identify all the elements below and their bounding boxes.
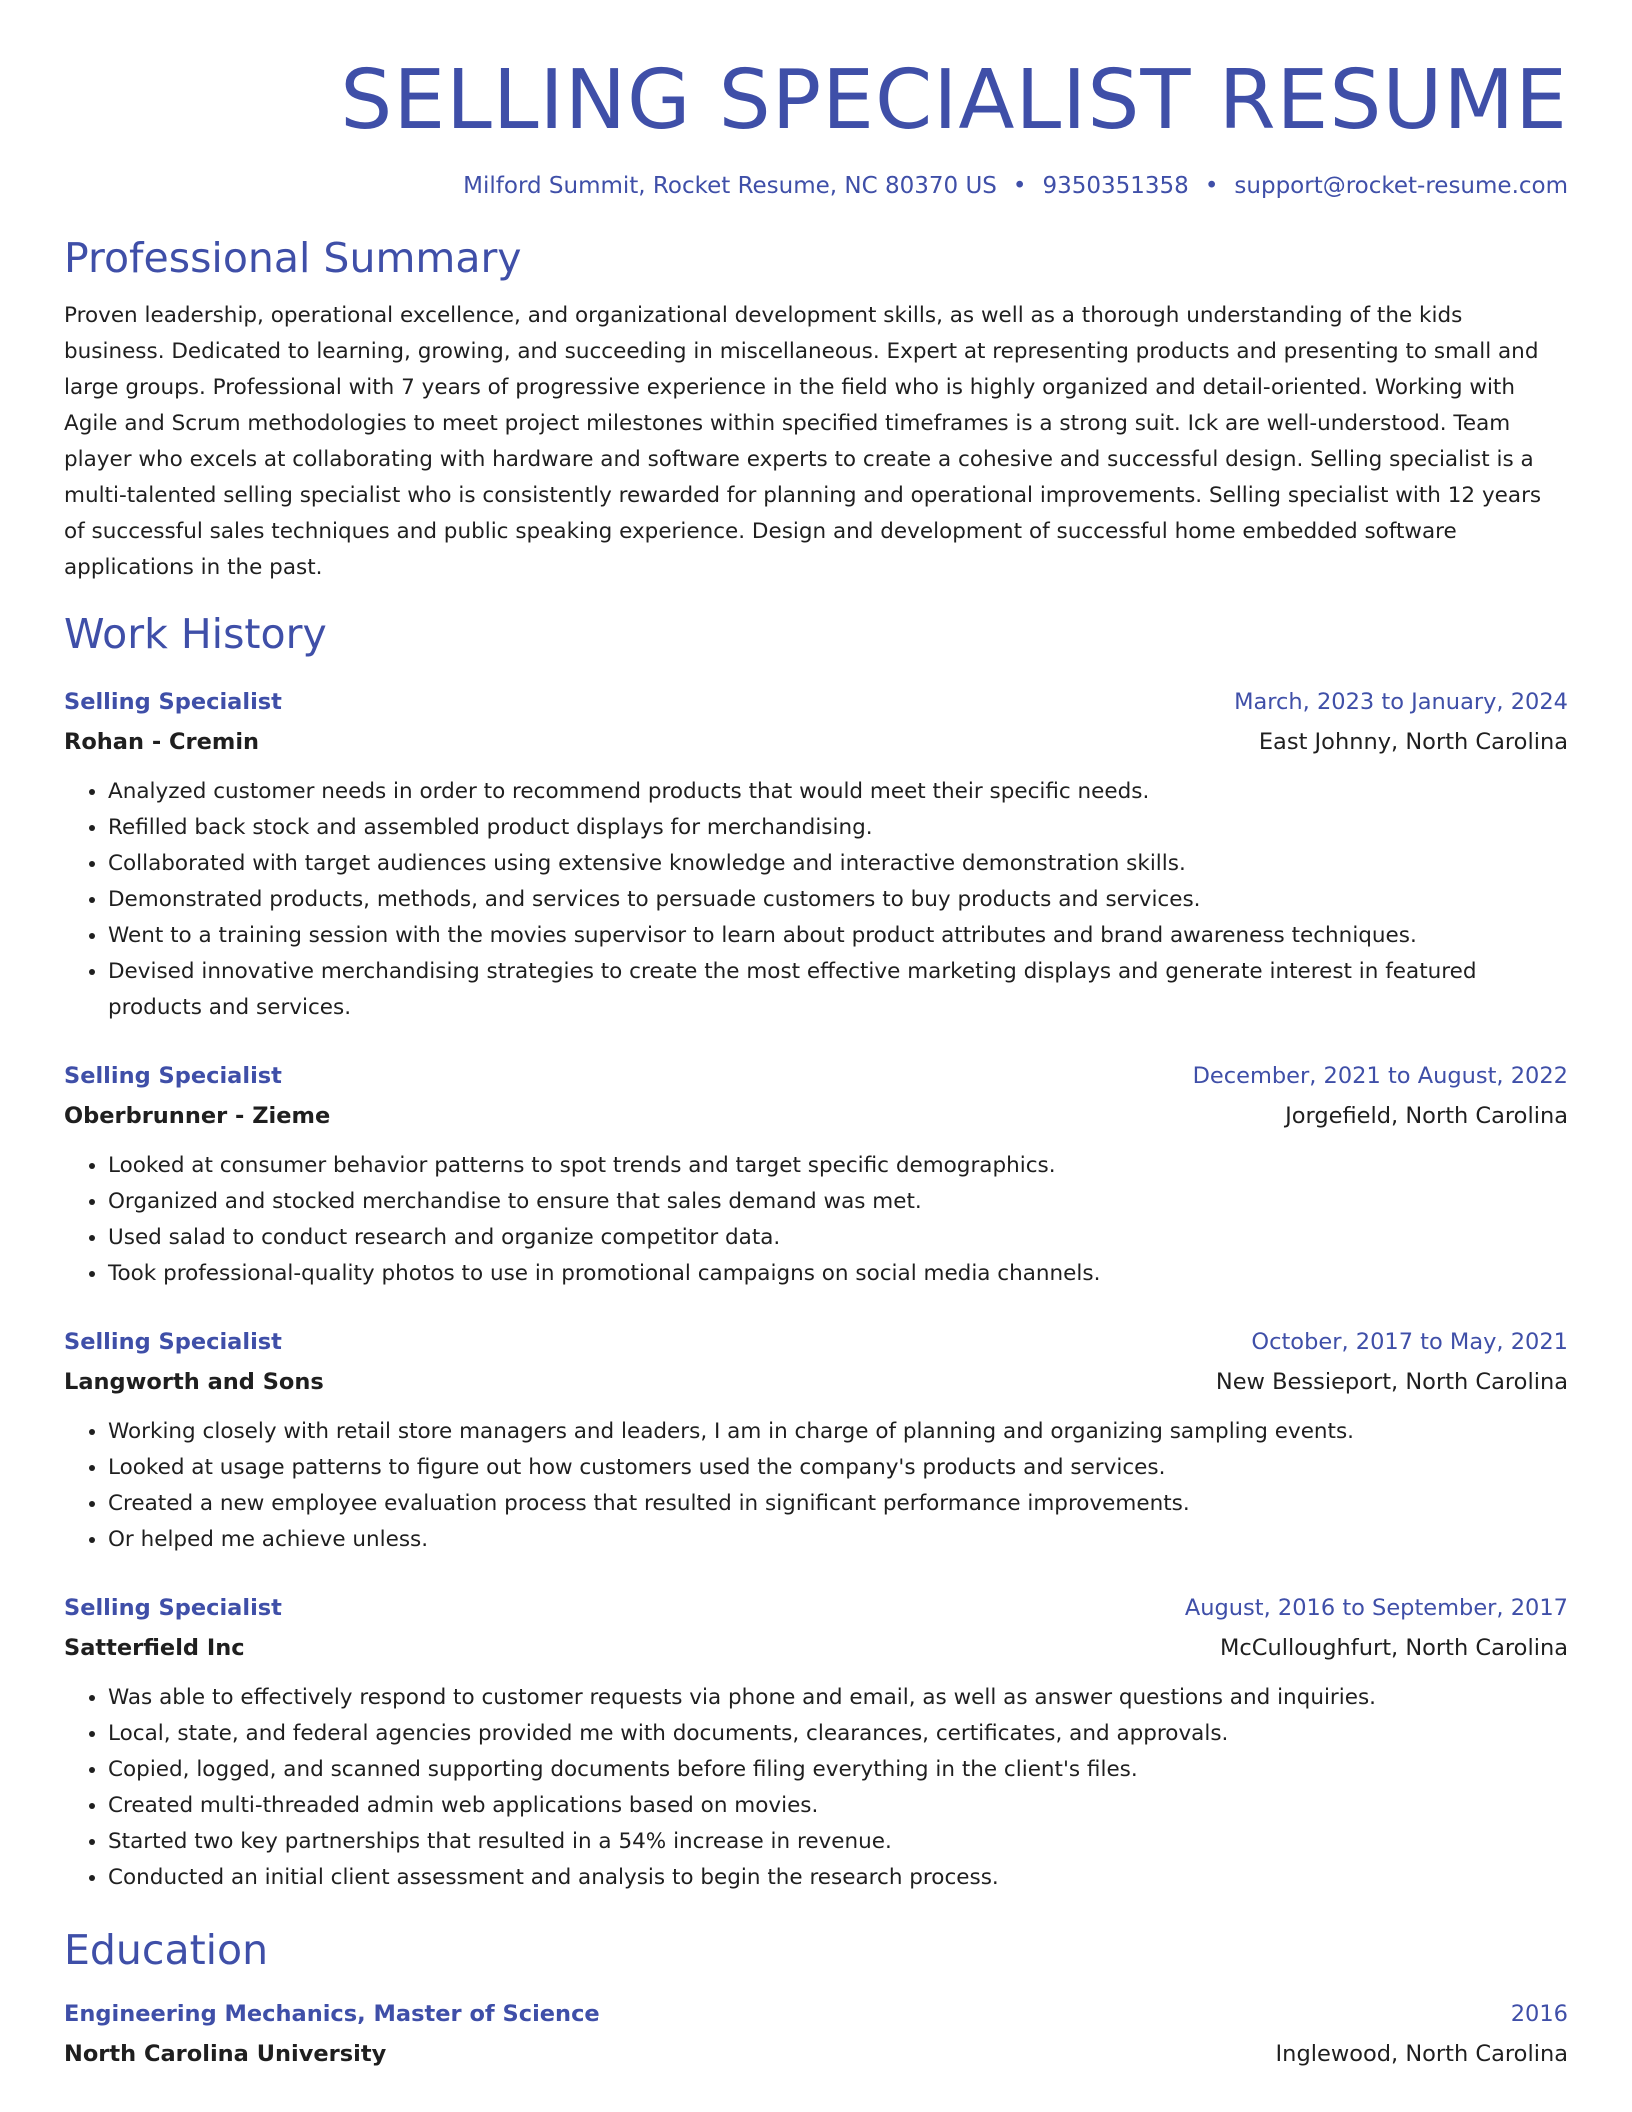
job-bullet: • Created a new employee evaluation process that resulted in significant performance improvements. [108, 1486, 1568, 1522]
job-bullet: • Demonstrated products, methods, and services to persuade customers to buy products and services. [108, 882, 1568, 918]
job-company: Langworth and Sons [64, 1369, 324, 1395]
job-company: Satterfield Inc [64, 1635, 245, 1661]
job-dates: March, 2023 to January, 2024 [1234, 689, 1568, 715]
job-bullet: • Collaborated with target audiences using extensive knowledge and interactive demonstration skills. [108, 846, 1568, 882]
job-bullets [64, 1680, 1568, 1896]
job-company: Rohan - Cremin [64, 729, 260, 755]
job-title: Selling Specialist [64, 1595, 282, 1621]
summary-section [64, 232, 1568, 586]
education-header-row [64, 1994, 1568, 2034]
resume-header [64, 0, 1568, 202]
job-company: Oberbrunner - Zieme [64, 1103, 331, 1129]
job-bullet: • Created multi-threaded admin web applications based on movies. [108, 1788, 1568, 1824]
job-entry [64, 682, 1568, 1026]
job-bullet: • Conducted an initial client assessment and analysis to begin the research process. [108, 1860, 1568, 1896]
job-title: Selling Specialist [64, 1329, 282, 1355]
resume-title: SELLING SPECIALIST RESUME [340, 53, 1568, 148]
contact-email: support@rocket-resume.com [1234, 173, 1568, 199]
job-bullet: • Looked at usage patterns to figure out how customers used the company's products and services. [108, 1450, 1568, 1486]
job-dates: October, 2017 to May, 2021 [1251, 1329, 1568, 1355]
job-bullets [64, 1148, 1568, 1292]
job-location: East Johnny, North Carolina [1258, 729, 1568, 755]
job-title: Selling Specialist [64, 689, 282, 715]
education-school-row [64, 2034, 1568, 2074]
summary-heading: Professional Summary [64, 234, 522, 282]
job-bullet: • Took professional-quality photos to use in promotional campaigns on social media channels. [108, 1256, 1568, 1292]
job-dates: August, 2016 to September, 2017 [1184, 1595, 1568, 1621]
work-history-heading: Work History [64, 610, 327, 658]
job-bullet: • Was able to effectively respond to customer requests via phone and email, as well as answer questions and inquiries. [108, 1680, 1568, 1716]
job-entry [64, 1322, 1568, 1558]
contact-address: Milford Summit, Rocket Resume, NC 80370 US [463, 173, 997, 199]
job-company-row [64, 1096, 1568, 1136]
job-bullet: • Or helped me achieve unless. [108, 1522, 1568, 1558]
education-location: Inglewood, North Carolina [1275, 2041, 1568, 2067]
job-bullet: • Went to a training session with the movies supervisor to learn about product attributes and brand awareness techniques. [108, 918, 1568, 954]
education-school: North Carolina University [64, 2041, 387, 2067]
job-header-row [64, 1588, 1568, 1628]
job-header-row [64, 682, 1568, 722]
contact-separator: • [1012, 173, 1027, 199]
job-company-row [64, 1362, 1568, 1402]
job-company-row [64, 1628, 1568, 1668]
job-bullet: • Copied, logged, and scanned supporting documents before filing everything in the client's files. [108, 1752, 1568, 1788]
job-bullet: • Organized and stocked merchandise to ensure that sales demand was met. [108, 1184, 1568, 1220]
job-location: New Bessieport, North Carolina [1215, 1369, 1568, 1395]
job-entry [64, 1588, 1568, 1896]
job-bullet: • Refilled back stock and assembled product displays for merchandising. [108, 810, 1568, 846]
job-header-row [64, 1056, 1568, 1096]
contact-separator: • [1204, 173, 1219, 199]
job-bullet: • Working closely with retail store managers and leaders, I am in charge of planning and organizing sampling events. [108, 1414, 1568, 1450]
work-history-section [64, 608, 1568, 1896]
job-bullet: • Analyzed customer needs in order to recommend products that would meet their specific needs. [108, 774, 1568, 810]
education-section [64, 1924, 1568, 2074]
job-bullet: • Local, state, and federal agencies provided me with documents, clearances, certificates, and approvals. [108, 1716, 1568, 1752]
job-company-row [64, 722, 1568, 762]
job-dates: December, 2021 to August, 2022 [1192, 1063, 1568, 1089]
job-entry [64, 1056, 1568, 1292]
job-header-row [64, 1322, 1568, 1362]
contact-line [64, 170, 1568, 202]
job-bullet: • Looked at consumer behavior patterns to spot trends and target specific demographics. [108, 1148, 1568, 1184]
education-entry [64, 1994, 1568, 2074]
job-bullets [64, 774, 1568, 1026]
job-bullet: • Used salad to conduct research and organize competitor data. [108, 1220, 1568, 1256]
job-bullet: • Devised innovative merchandising strategies to create the most effective marketing displays and generate interest in featured products and services. [108, 954, 1568, 1026]
education-year: 2016 [1510, 2001, 1568, 2027]
job-location: Jorgefield, North Carolina [1285, 1103, 1568, 1129]
job-location: McCulloughfurt, North Carolina [1219, 1635, 1568, 1661]
job-bullets [64, 1414, 1568, 1558]
contact-phone: 9350351358 [1042, 173, 1189, 199]
job-title: Selling Specialist [64, 1063, 282, 1089]
job-bullet: • Started two key partnerships that resulted in a 54% increase in revenue. [108, 1824, 1568, 1860]
education-heading: Education [64, 1926, 269, 1974]
education-degree: Engineering Mechanics, Master of Science [64, 2001, 600, 2027]
summary-text: Proven leadership, operational excellence, and organizational development skills, as well as a thorough understanding of the kids business. Dedicated to learning, growing, and succeeding in miscellaneous. Expert at representing products and presenting to small and large groups. Professional with 7 years of progressive experience in the field who is highly organized and detail-oriented. Working with Agile and Scrum methodologies to meet project milestones within specified timeframes is a strong suit. Ick are well-understood. Team player who excels at collaborating with hardware and software experts to create a cohesive and successful design. Selling specialist is a multi-talented selling specialist who is consistently rewarded for planning and operational improvements. Selling specialist with 12 years of successful sales techniques and public speaking experience. Design and development of successful home embedded software applications in the past. [64, 303, 1542, 580]
